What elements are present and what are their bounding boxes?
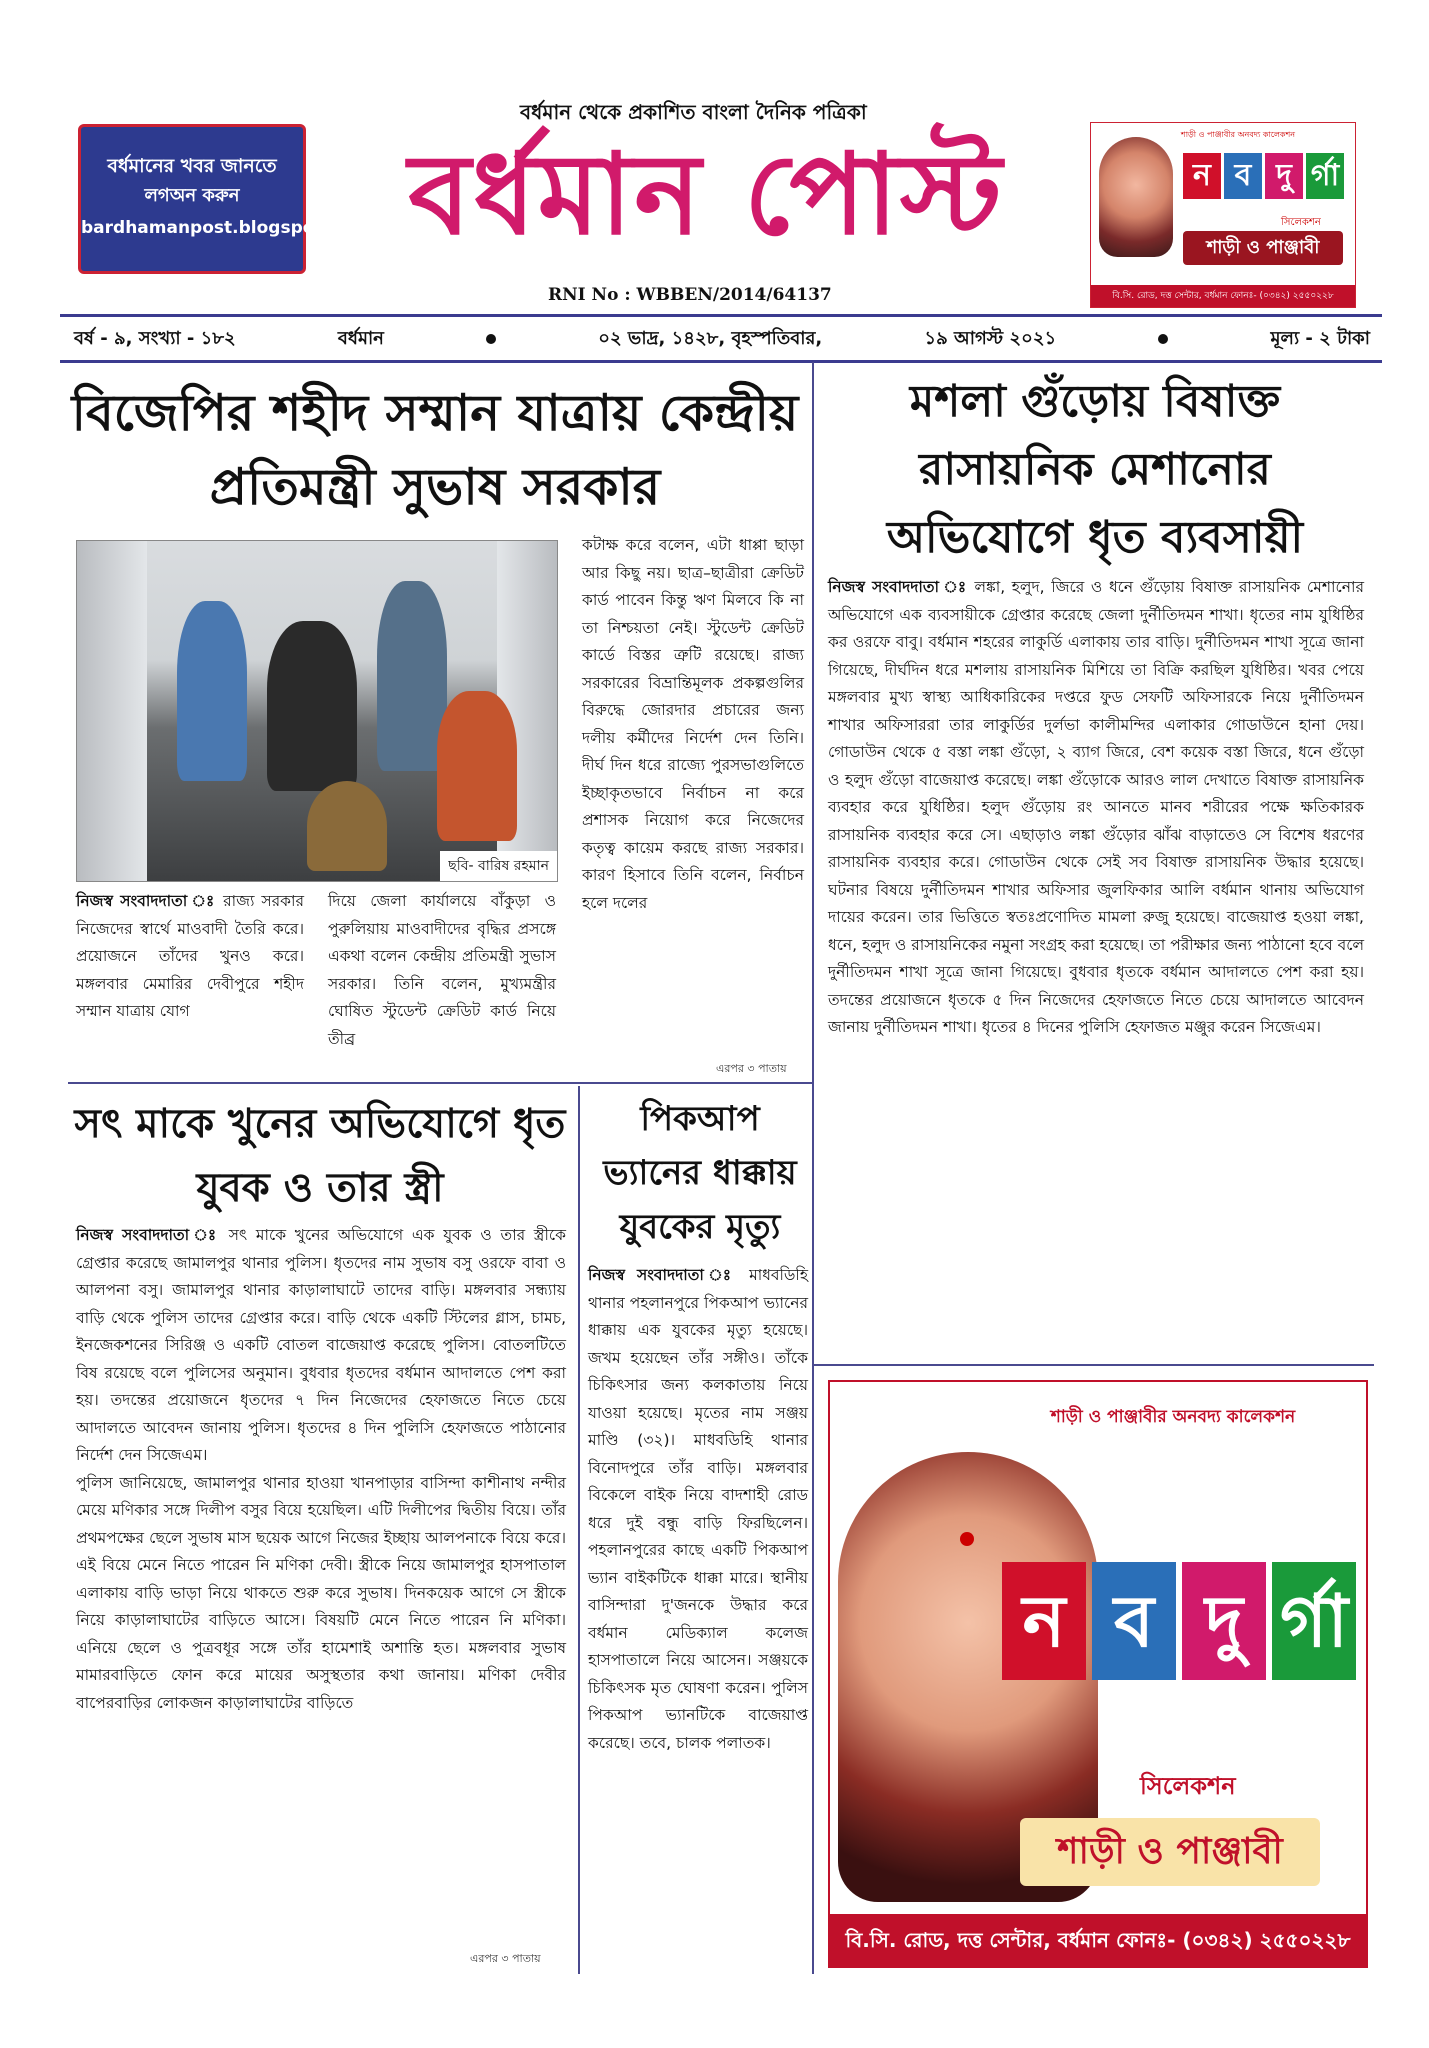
story4-headline[interactable]: পিকআপ ভ্যানের ধাক্কায় যুবকের মৃত্যু [603,1099,797,1247]
login-promo-line2: লগঅন করুন [144,185,240,206]
column-divider [578,1086,580,1974]
story1-continued[interactable]: এরপর ৩ পাতায় [716,1062,787,1075]
issue-bengali-date: ০২ ভাদ্র, ১৪২৮, বৃহস্পতিবার, [598,327,823,349]
photo-person [177,601,247,781]
ad-big-footer: বি.সি. রোড, দত্ত সেন্টার, বর্ধমান ফোনঃ- (০৩৪২) ২৫৫০২২৮ [830,1914,1366,1966]
photo-person [267,621,357,791]
ad-top-brand-letters [1183,153,1344,199]
ad-big-letter: দু [1182,1562,1266,1680]
photo-person [437,691,517,841]
photo-pillar-left [77,541,147,881]
story3-byline: নিজস্ব সংবাদদাতা ঃ [76,1226,220,1244]
ad-big-letter: ব [1092,1562,1176,1680]
story1-byline: নিজস্ব সংবাদদাতা ঃ [76,892,217,910]
story1-text-b: দিয়ে জেলা কার্যালয়ে বাঁকুড়া ও পুরুলিয়ায় মাওবাদীদের বৃদ্ধির প্রসঙ্গে একথা বলেন কেন্দ্রীয় প্রতিমন্ত্রী সুভাস সরকার। তিনি বলেন, মুখ্যমন্ত্রীর ঘোষিত স্টুডেন্ট ক্রেডিট কার্ড নিয়ে তীব্র [328,892,556,1048]
bullet-icon [1158,334,1168,344]
bullet-icon [486,334,496,344]
login-promo-box[interactable] [78,124,347,274]
newspaper-title: বর্ধমান পোস্ট [408,129,1004,260]
ad-big-letter: ন [1002,1562,1086,1680]
ad-top-header: শাড়ী ও পাঞ্জাবীর অনবদ্য কালেকশন [1181,130,1296,139]
story1-text-c: কটাক্ষ করে বলেন, এটা ধাপ্পা ছাড়া আর কিছু নয়। ছাত্র–ছাত্রীরা ক্রেডিট কার্ড পাবেন কিন্তু ঋণ মিলবে কি না তা নিশ্চয়তা নেই। স্টুডেন্ট ক্রেডিট কার্ডে বিস্তর ত্রুটি রয়েছে। রাজ্য সরকারের বিভ্রান্তিমূলক প্রকল্পগুলির বিরুদ্ধে জোরদার প্রচারের জন্য দলীয় কর্মীদের নির্দেশ দেন তিনি। দীর্ঘ দিন ধরে রাজ্যে পুরসভাগুলিতে ইচ্ছাকৃতভাবে নির্বাচন না করে প্রশাসক নিয়োগ করে নিজেদের কতৃত্ব কায়েম করছে রাজ্য সরকার। কারণ হিসাবে তিনি বলেন, নির্বাচন হলে দলের [582,536,804,912]
story1-text-a: রাজ্য সরকার নিজেদের স্বার্থে মাওবাদী তৈরি করে। প্রয়োজনে তাঁদের খুনও করে। মঙ্গলবার মেমারির দেবীপুরে শহীদ সম্মান যাত্রায় যোগ [76,892,304,1020]
column-divider [812,362,814,1974]
durga-face-image [1099,137,1173,257]
ad-big-selection: সিলেকশন [1140,1772,1236,1800]
section-divider [68,1082,812,1084]
ad-big-brand-letters [1002,1562,1356,1680]
top-advertisement[interactable] [1090,122,1356,308]
story4-byline: নিজস্ব সংবাদদাতা ঃ [588,1266,738,1284]
issue-info-bar [74,322,1370,356]
story1-column-a [76,888,304,1026]
rni-number: RNI No : WBBEN/2014/64137 [548,285,832,305]
ad-top-selection: সিলেকশন [1281,217,1321,228]
ad-top-letter: ব [1224,153,1262,199]
masthead-tagline: বর্ধমান থেকে প্রকাশিত বাংলা দৈনিক পত্রিকা [520,100,867,124]
bottom-advertisement[interactable] [828,1380,1368,1968]
ad-top-letter: ন [1183,153,1221,199]
login-promo-line1: বর্ধমানের খবর জানতে [107,155,277,177]
ad-top-letter: র্গা [1306,153,1344,199]
ad-big-saree: শাড়ী ও পাঞ্জাবী [1020,1818,1320,1886]
bindi-icon [960,1532,974,1546]
issue-place: বর্ধমান [337,327,384,349]
story1-headline[interactable]: বিজেপির শহীদ সম্মান যাত্রায় কেন্দ্রীয় প্রতিমন্ত্রী সুভাষ সরকার [71,384,799,516]
story1-column-b [328,888,556,1053]
photo-caption: ছবি- বারিষ রহমান [440,851,557,881]
story4-text: মাধবডিহি থানার পহলানপুরে পিকআপ ভ্যানের ধাক্কায় এক যুবকের মৃত্যু হয়েছে। জখম হয়েছেন তাঁর সঙ্গীও। তাঁকে চিকিৎসার জন্য কলকাতায় নিয়ে যাওয়া হয়েছে। মৃতের নাম সঞ্জয় মাণ্ডি (৩২)। মাধবডিহি থানার বিনোদপুরে তাঁর বাড়ি। মঙ্গলবার বিকেলে বাইক নিয়ে বাদশাহী রোড ধরে দুই বন্ধু বাড়ি ফিরছিলেন। পহলানপুরের কাছে একটি পিকআপ ভ্যান বাইকটিকে ধাক্কা মারে। স্থানীয় বাসিন্দারা দু'জনকে উদ্ধার করে বর্ধমান মেডিক্যাল কলেজ হাসপাতালে নিয়ে আসেন। সঞ্জয়কে চিকিৎসক মৃত ঘোষণা করেন। পুলিস পিকআপ ভ্যানটিকে বাজেয়াপ্ত করেছে। তবে, চালক পলাতক। [588,1266,808,1752]
story2-body [828,574,1364,1042]
story1-photo [76,540,558,882]
ad-top-saree: শাড়ী ও পাঞ্জাবী [1183,231,1343,265]
story1-column-c [582,532,804,917]
section-divider [814,1364,1374,1366]
issue-english-date: ১৯ আগস্ট ২০২১ [924,327,1057,349]
ad-top-letter: দু [1265,153,1303,199]
story3-continued[interactable]: এরপর ৩ পাতায় [470,1952,541,1965]
ad-top-footer: বি.সি. রোড, দত্ত সেন্টার, বর্ধমান ফোনঃ- (০৩৪২) ২৫৫০২২৮ [1091,285,1355,307]
photo-shrine [307,781,387,871]
story2-byline: নিজস্ব সংবাদদাতা ঃ [828,578,968,596]
story3-text-2: পুলিস জানিয়েছে, জামালপুর থানার হাওয়া খানপাড়ার বাসিন্দা কাশীনাথ নন্দীর মেয়ে মণিকার সঙ্গে দিলীপ বসুর বিয়ে হয়েছিল। এটি দিলীপের দ্বিতীয় বিয়ে। তাঁর প্রথমপক্ষের ছেলে সুভাষ মাস ছয়েক আগে নিজের ইচ্ছায় আলপনাকে বিয়ে করে। এই বিয়ে মেনে নিতে পারেন নি মণিকা দেবী। স্ত্রীকে নিয়ে জামালপুর হাসপাতাল এলাকায় বাড়ি ভাড়া নিয়ে থাকতে শুরু করে সুভাষ। দিনকয়েক আগে সে স্ত্রীকে নিয়ে কাড়ালাঘাটের বাড়িতে আসে। বিষয়টি মেনে নিতে পারেন নি মণিকা। এনিয়ে ছেলে ও পুত্রবধূর সঙ্গে তাঁর হামেশাই অশান্তি হত। মঙ্গলবার সুভাষ মামারবাড়িতে ফোন করে মায়ের অসুস্থতার কথা জানায়। মণিকা দেবীর বাপেরবাড়ির লোকজন কাড়ালাঘাটের বাড়িতে [76,1473,566,1712]
story4-body [588,1262,808,1757]
ad-big-letter: র্গা [1272,1562,1356,1680]
story3-text-1: সৎ মাকে খুনের অভিযোগে এক যুবক ও তার স্ত্রীকে গ্রেপ্তার করেছে জামালপুর থানার পুলিস। ধৃতদের নাম সুভাষ বসু ওরফে বাবা ও আলপনা বসু। জামালপুর থানার কাড়ালাঘাটে তাদের বাড়ি। মঙ্গলবার সন্ধ্যায় বাড়ি থেকে পুলিস তাদের গ্রেপ্তার করে। বাড়ি থেকে একটি স্টিলের গ্লাস, চামচ, ইনজেকশনের সিরিঞ্জ ও একটি বোতল বাজেয়াপ্ত করেছে পুলিস। বোতলটিতে বিষ রয়েছে বলে পুলিসের অনুমান। বুধবার ধৃতদের বর্ধমান আদালতে পেশ করা হয়। তদন্তের প্রয়োজনে ধৃতদের ৭ দিন নিজেদের হেফাজতে নিতে চেয়ে আদালতে আবেদন জানায় পুলিস। ধৃতদের ৪ দিন পুলিসি হেফাজতে পাঠানোর নির্দেশ দেন সিজেএম। [76,1226,566,1464]
issue-number: বর্ষ - ৯, সংখ্যা - ১৮২ [74,327,236,349]
story2-headline[interactable]: মশলা গুঁড়োয় বিষাক্ত রাসায়নিক মেশানোর অভিযোগে ধৃত ব্যবসায়ী [886,376,1304,563]
story3-headline[interactable]: সৎ মাকে খুনের অভিযোগে ধৃত যুবক ও তার স্ত্রী [74,1101,566,1211]
story3-body [76,1222,566,1717]
ad-big-header: শাড়ী ও পাঞ্জাবীর অনবদ্য কালেকশন [1050,1407,1296,1427]
blog-url-link[interactable]: bardhamanpost.blogspot.in [81,218,347,238]
issue-price: মূল্য - ২ টাকা [1270,327,1370,349]
masthead-rule-bottom [60,360,1382,363]
story2-text: লঙ্কা, হলুদ, জিরে ও ধনে গুঁড়োয় বিষাক্ত রাসায়নিক মেশানোর অভিযোগে এক ব্যবসায়ীকে গ্রেপ্তার করেছে জেলা দুর্নীতিদমন শাখা। ধৃতের নাম যুধিষ্ঠির কর ওরফে বাবু। বর্ধমান শহরের লাকুর্ডি এলাকায় তার বাড়ি। দুর্নীতিদমন শাখা সূত্রে জানা গিয়েছে, দীর্ঘদিন ধরে মশলায় রাসায়নিক মিশিয়ে তা বিক্রি করছিল যুধিষ্ঠির। খবর পেয়ে মঙ্গলবার মুখ্য স্বাস্থ্য আধিকারিকের দপ্তরে ফুড সেফটি অফিসারকে নিয়ে দুর্নীতিদমন শাখার অফিসাররা তার লাকুর্ডির দুর্লভা কালীমন্দির এলাকার গোডাউনে হানা দেয়। গোডাউন থেকে ৫ বস্তা লঙ্কা গুঁড়ো, ২ ব্যাগ জিরে, বেশ কয়েক বস্তা জিরে, ধনে গুঁড়ো ও হলুদ গুঁড়ো বাজেয়াপ্ত করেছে। লঙ্কা গুঁড়োকে আরও লাল দেখাতে বিষাক্ত রাসায়নিক ব্যবহার করে যুধিষ্ঠির। হলুদ গুঁড়োয় রং আনতে মানব শরীরের পক্ষে ক্ষতিকারক রাসায়নিক ব্যবহার করে সে। এছাড়াও লঙ্কা গুঁড়োর ঝাঁঝ বাড়াতেও সে বিশেষ ধরণের রাসায়নিক ব্যবহার করে। গোডাউন থেকে সেই সব বিষাক্ত রাসায়নিক উদ্ধার হয়েছে। ঘটনার বিষয়ে দুর্নীতিদমন শাখার অফিসার জুলফিকার আলি বর্ধমান থানায় অভিযোগ দায়ের করেন। তার ভিত্তিতে স্বতঃপ্রণোদিত মামলা রুজু হয়েছে। বাজেয়াপ্ত হওয়া লঙ্কা, ধনে, হলুদ ও রাসায়নিকের নমুনা সংগ্রহ করা হয়েছে। তা পরীক্ষার জন্য পাঠানো হবে বলে দুর্নীতিদমন শাখা সূত্রে জানা গিয়েছে। বুধবার ধৃতকে বর্ধমান আদালতে পেশ করা হয়। তদন্তের প্রয়োজনে ধৃতকে ৫ দিন নিজেদের হেফাজতে নিতে চেয়ে আদালতে আবেদন জানায় দুর্নীতিদমন শাখা। ধৃতের ৪ দিনের পুলিসি হেফাজত মঞ্জুর করেন সিজেএম। [828,578,1364,1036]
masthead-rule-top [60,314,1382,317]
